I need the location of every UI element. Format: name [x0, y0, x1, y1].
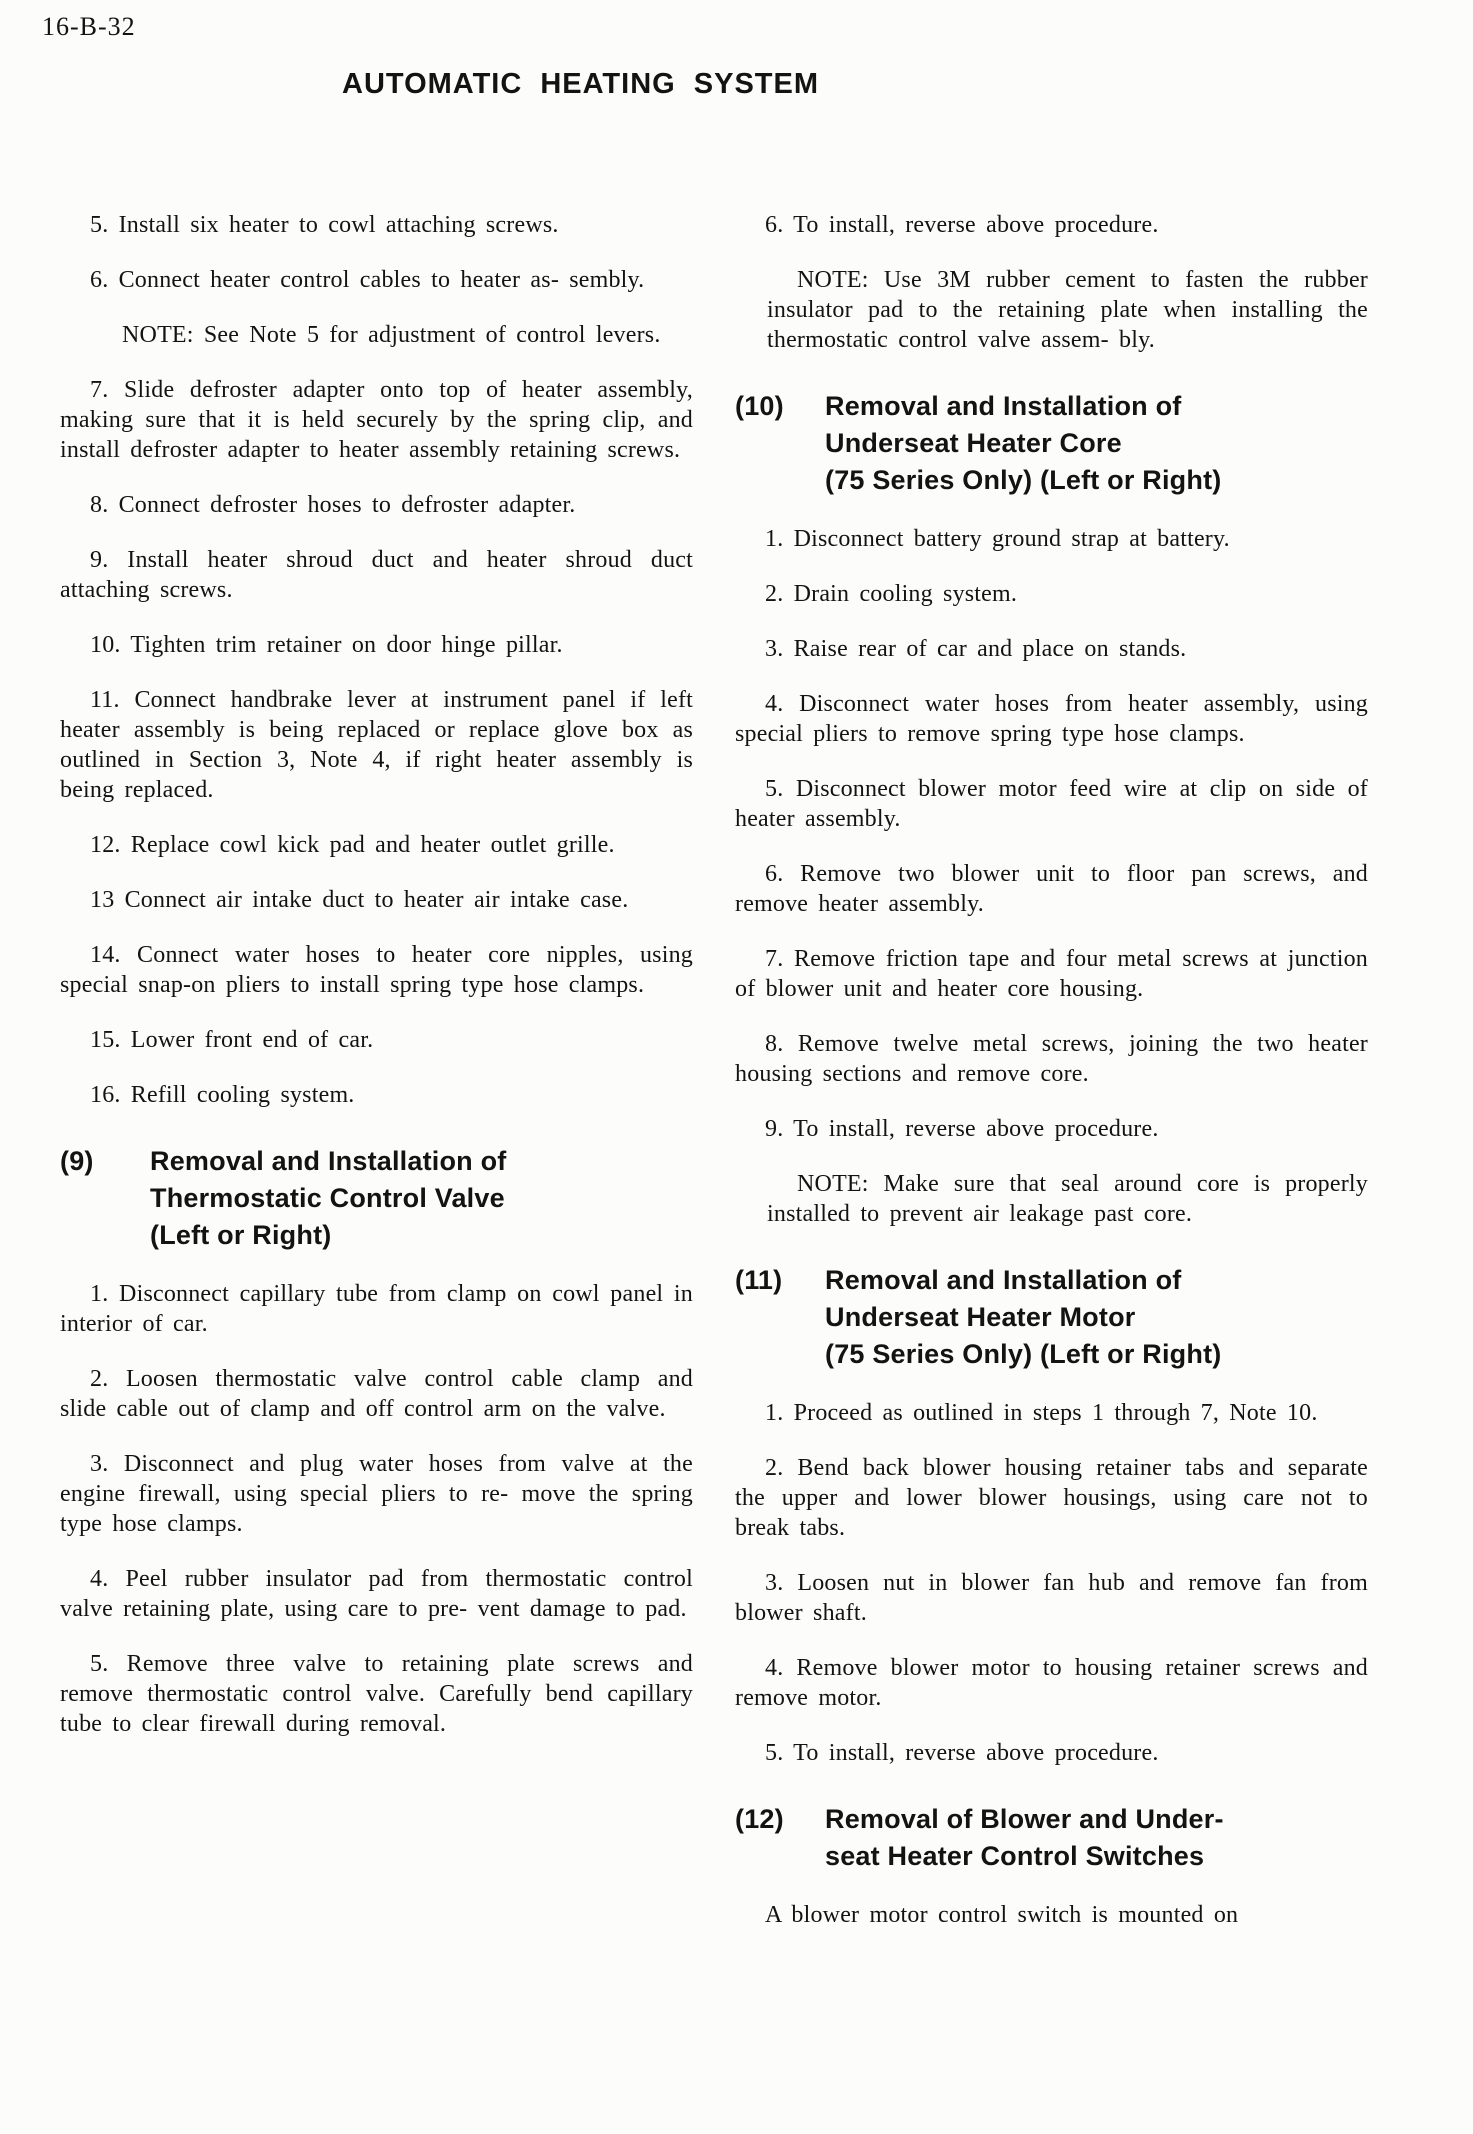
step-paragraph: 5. Disconnect blower motor feed wire at clip on side of heater assembly. [735, 776, 1368, 832]
step-paragraph: 5. Remove three valve to retaining plate screws and remove thermostatic control valve. Carefully bend capillary tube to clear firewall during removal. [60, 1651, 693, 1737]
note-paragraph: NOTE: Use 3M rubber cement to fasten the rubber insulator pad to the retaining plate when installing the thermostatic control valve assem- bly. [767, 267, 1368, 353]
step-paragraph: 7. Slide defroster adapter onto top of heater assembly, making sure that it is held securely by the spring clip, and install defroster adapter to heater assembly retaining screws. [60, 377, 693, 463]
note-paragraph: NOTE: See Note 5 for adjustment of control levers. [122, 322, 661, 348]
step-paragraph: 1. Disconnect capillary tube from clamp on cowl panel in interior of car. [60, 1281, 693, 1337]
step-paragraph: 6. Remove two blower unit to floor pan screws, and remove heater assembly. [735, 861, 1368, 917]
step-paragraph: 1. Disconnect battery ground strap at battery. [765, 526, 1230, 552]
step-paragraph: 2. Bend back blower housing retainer tabs and separate the upper and lower blower housings, using care not to break tabs. [735, 1455, 1368, 1541]
step-paragraph: 13 Connect air intake duct to heater air intake case. [90, 887, 629, 913]
step-paragraph: 7. Remove friction tape and four metal screws at junction of blower unit and heater core housing. [735, 946, 1368, 1002]
section-number: (10) [735, 391, 784, 421]
step-paragraph: 4. Disconnect water hoses from heater assembly, using special pliers to remove spring type hose clamps. [735, 691, 1368, 747]
section-heading [735, 1801, 1368, 1875]
step-paragraph: 11. Connect handbrake lever at instrument panel if left heater assembly is being replaced or replace glove box as outlined in Section 3, Note 4, if right heater assembly is being replaced. [60, 687, 693, 803]
section-title: Removal of Blower and Under- seat Heater Control Switches [825, 1804, 1224, 1871]
step-paragraph: 3. Raise rear of car and place on stands. [765, 636, 1187, 662]
left-column [60, 210, 693, 1930]
step-paragraph: 1. Proceed as outlined in steps 1 through 7, Note 10. [765, 1400, 1318, 1426]
section-number: (12) [735, 1804, 784, 1834]
step-paragraph: 16. Refill cooling system. [90, 1082, 355, 1108]
section-heading [60, 1143, 693, 1254]
step-paragraph: 9. To install, reverse above procedure. [765, 1116, 1159, 1142]
step-paragraph: 6. To install, reverse above procedure. [765, 212, 1159, 238]
section-title: Removal and Installation of Thermostatic Control Valve (Left or Right) [150, 1146, 507, 1250]
two-column-text [60, 210, 1368, 1930]
section-heading [735, 388, 1368, 499]
section-heading [735, 1262, 1368, 1373]
section-title: Removal and Installation of Underseat Heater Core (75 Series Only) (Left or Right) [825, 391, 1222, 495]
section-number: (9) [60, 1146, 94, 1176]
page-title: AUTOMATIC HEATING SYSTEM [342, 68, 819, 100]
step-paragraph: 9. Install heater shroud duct and heater shroud duct attaching screws. [60, 547, 693, 603]
page-number: 16-B-32 [42, 12, 136, 41]
step-paragraph: 5. Install six heater to cowl attaching screws. [90, 212, 559, 238]
step-paragraph: 6. Connect heater control cables to heater as- sembly. [90, 267, 645, 293]
step-paragraph: 3. Loosen nut in blower fan hub and remove fan from blower shaft. [735, 1570, 1368, 1626]
step-paragraph: 2. Drain cooling system. [765, 581, 1018, 607]
right-column [735, 210, 1368, 1930]
step-paragraph: 8. Connect defroster hoses to defroster adapter. [90, 492, 576, 518]
step-paragraph: A blower motor control switch is mounted on [765, 1902, 1239, 1928]
step-paragraph: 2. Loosen thermostatic valve control cable clamp and slide cable out of clamp and off control arm on the valve. [60, 1366, 693, 1422]
step-paragraph: 15. Lower front end of car. [90, 1027, 374, 1053]
step-paragraph: 3. Disconnect and plug water hoses from valve at the engine firewall, using special pliers to re- move the spring type hose clamps. [60, 1451, 693, 1537]
section-title: Removal and Installation of Underseat Heater Motor (75 Series Only) (Left or Right) [825, 1265, 1222, 1369]
step-paragraph: 5. To install, reverse above procedure. [765, 1740, 1159, 1766]
step-paragraph: 12. Replace cowl kick pad and heater outlet grille. [90, 832, 615, 858]
step-paragraph: 10. Tighten trim retainer on door hinge pillar. [90, 632, 563, 658]
step-paragraph: 4. Peel rubber insulator pad from thermostatic control valve retaining plate, using care to pre- vent damage to pad. [60, 1566, 693, 1622]
step-paragraph: 8. Remove twelve metal screws, joining the two heater housing sections and remove core. [735, 1031, 1368, 1087]
step-paragraph: 4. Remove blower motor to housing retainer screws and remove motor. [735, 1655, 1368, 1711]
section-number: (11) [735, 1265, 783, 1295]
step-paragraph: 14. Connect water hoses to heater core nipples, using special snap-on pliers to install spring type hose clamps. [60, 942, 693, 998]
note-paragraph: NOTE: Make sure that seal around core is properly installed to prevent air leakage past core. [767, 1171, 1368, 1227]
